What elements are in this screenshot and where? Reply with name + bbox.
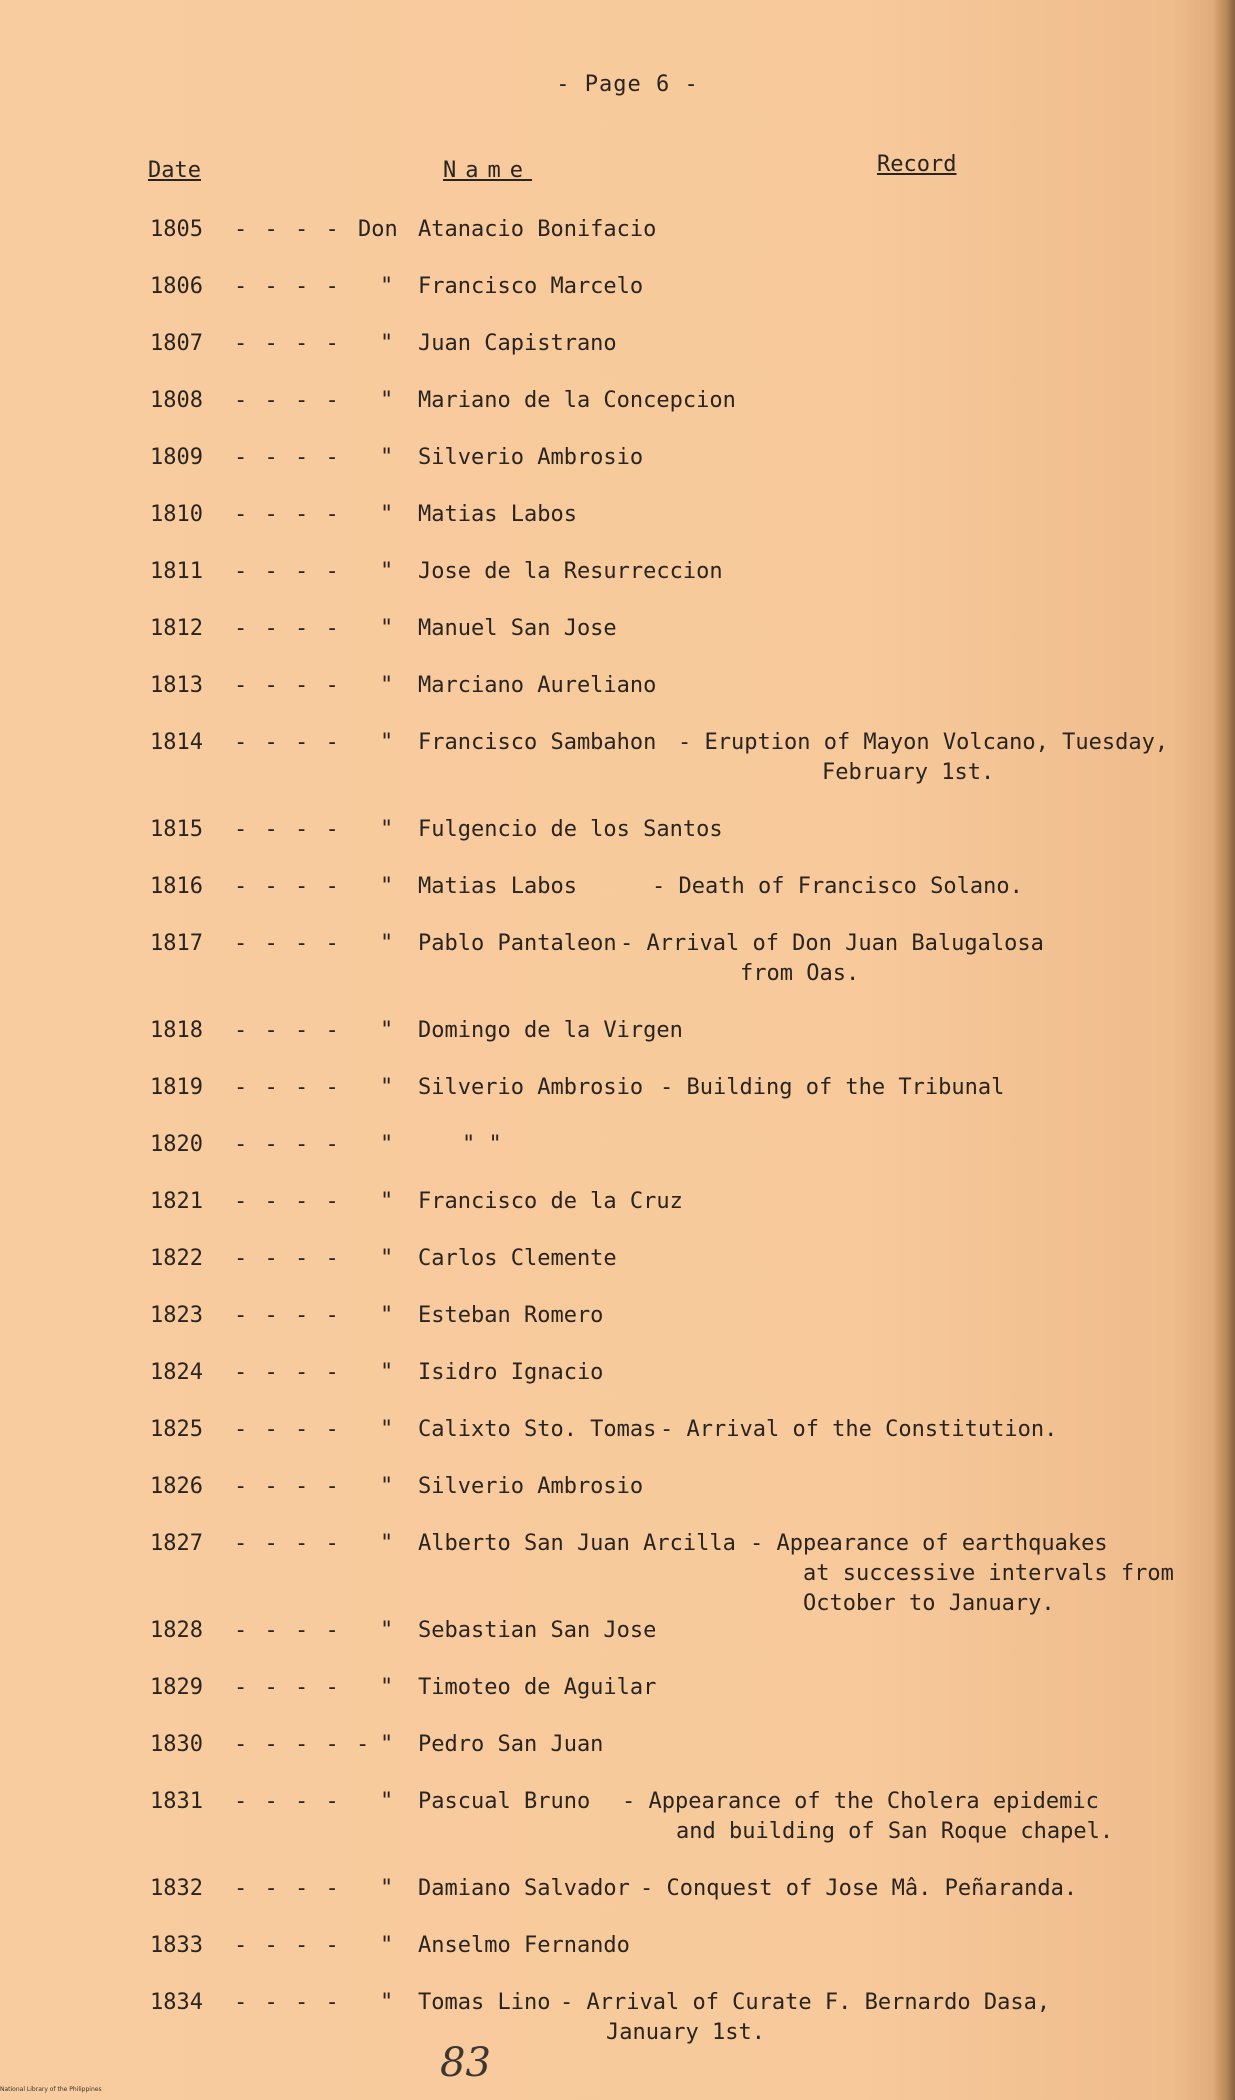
row-year: 1808 (150, 388, 203, 413)
row-dash-leader: - - - - (234, 730, 341, 755)
row-ditto-mark: " (380, 673, 394, 698)
row-dash-leader: - - - - (234, 1075, 341, 1100)
row-ditto-mark: " (380, 1618, 394, 1643)
row-year: 1823 (150, 1303, 203, 1328)
row-name: Marciano Aureliano (418, 673, 657, 698)
row-year: 1822 (150, 1246, 203, 1271)
row-name: Francisco de la Cruz (418, 1189, 683, 1214)
row-year: 1805 (150, 217, 203, 242)
row-name: Jose de la Resurreccion (418, 559, 723, 584)
row-year: 1834 (150, 1990, 203, 2015)
row-dash-leader: - - - - (234, 388, 341, 413)
row-dash-leader: - - - - (234, 931, 341, 956)
row-name: Francisco Sambahon (418, 730, 657, 755)
row-name: Sebastian San Jose (418, 1618, 657, 1643)
row-name: Damiano Salvador (418, 1876, 630, 1901)
row-year: 1811 (150, 559, 203, 584)
row-ditto-mark: " (380, 817, 394, 842)
row-ditto-mark: " (380, 616, 394, 641)
row-year: 1810 (150, 502, 203, 527)
row-ditto-mark: " (380, 1531, 394, 1556)
row-dash-leader: - - - - (234, 1360, 341, 1385)
row-year: 1829 (150, 1675, 203, 1700)
row-record-line: - Arrival of Curate F. Bernardo Dasa, (560, 1990, 1051, 2015)
row-ditto-mark: " (380, 874, 394, 899)
row-year: 1830 (150, 1732, 203, 1757)
row-ditto-mark: " (380, 1246, 394, 1271)
row-ditto-mark: " (380, 559, 394, 584)
row-dash-leader: - - - - (234, 616, 341, 641)
row-ditto-mark: " (380, 1075, 394, 1100)
row-record-line: - Eruption of Mayon Volcano, Tuesday, (678, 730, 1169, 755)
column-header-record: Record (877, 152, 957, 177)
row-year: 1816 (150, 874, 203, 899)
page-number-header: - Page 6 - (556, 72, 699, 97)
row-record-line: - Arrival of the Constitution. (660, 1417, 1058, 1442)
row-dash-leader: - - - - (234, 673, 341, 698)
row-ditto-mark: " (380, 1417, 394, 1442)
row-name: Francisco Marcelo (418, 274, 644, 299)
row-record-line: - Arrival of Don Juan Balugalosa (620, 931, 1044, 956)
row-dash-leader: - - - - (234, 817, 341, 842)
row-ditto-mark: " (380, 1474, 394, 1499)
row-ditto-mark: " (380, 445, 394, 470)
row-year: 1826 (150, 1474, 203, 1499)
row-name: Manuel San Jose (418, 616, 617, 641)
row-record-line: at successive intervals from (803, 1561, 1174, 1586)
row-ditto-mark: " (380, 1303, 394, 1328)
row-name: Atanacio Bonifacio (418, 217, 657, 242)
row-record-line: - Death of Francisco Solano. (652, 874, 1023, 899)
row-name: Juan Capistrano (418, 331, 617, 356)
row-dash-leader: - - - - (234, 274, 341, 299)
row-record-line: October to January. (803, 1591, 1055, 1616)
row-year: 1832 (150, 1876, 203, 1901)
row-name: Matias Labos (418, 874, 577, 899)
row-name: Alberto San Juan Arcilla (418, 1531, 736, 1556)
row-ditto-mark: " (380, 1876, 394, 1901)
row-name: Pablo Pantaleon (418, 931, 617, 956)
row-name: " " (462, 1132, 502, 1157)
row-name: Calixto Sto. Tomas (418, 1417, 657, 1442)
row-dash-leader: - - - - (234, 1018, 341, 1043)
row-name: Matias Labos (418, 502, 577, 527)
page-edge-shadow (1213, 0, 1235, 2100)
row-name: Pedro San Juan (418, 1732, 604, 1757)
row-year: 1827 (150, 1531, 203, 1556)
row-dash-leader: - - - - (234, 1933, 341, 1958)
row-dash-leader: - - - - (234, 1303, 341, 1328)
row-ditto-mark: " (380, 1789, 394, 1814)
row-ditto-mark: " (380, 1675, 394, 1700)
column-header-name: Name (443, 158, 532, 183)
column-header-date: Date (148, 158, 201, 183)
row-year: 1806 (150, 274, 203, 299)
row-dash-leader: - - - - (234, 874, 341, 899)
row-year: 1821 (150, 1189, 203, 1214)
row-name: Timoteo de Aguilar (418, 1675, 657, 1700)
handwritten-page-number: 83 (440, 2040, 491, 2086)
row-name: Silverio Ambrosio (418, 1474, 644, 1499)
row-year: 1819 (150, 1075, 203, 1100)
row-dash-leader: - - - - (234, 1675, 341, 1700)
row-year: 1825 (150, 1417, 203, 1442)
row-dash-leader: - - - - (234, 559, 341, 584)
row-ditto-mark: " (380, 502, 394, 527)
row-year: 1828 (150, 1618, 203, 1643)
row-ditto-mark: " (380, 1132, 394, 1157)
row-year: 1818 (150, 1018, 203, 1043)
row-dash-leader: - - - - (234, 331, 341, 356)
row-year: 1817 (150, 931, 203, 956)
row-dash-leader: - - - - (234, 1417, 341, 1442)
row-name: Tomas Lino (418, 1990, 551, 2015)
row-ditto-mark: " (380, 1732, 394, 1757)
row-record-line: - Conquest of Jose Mâ. Peñaranda. (640, 1876, 1078, 1901)
row-ditto-mark: " (380, 1189, 394, 1214)
row-dash-leader: - - - - (234, 1789, 341, 1814)
row-name: Silverio Ambrosio (418, 445, 644, 470)
row-ditto-mark: " (380, 1933, 394, 1958)
row-name: Fulgencio de los Santos (418, 817, 723, 842)
row-year: 1807 (150, 331, 203, 356)
row-name: Pascual Bruno (418, 1789, 591, 1814)
row-ditto-mark: " (380, 274, 394, 299)
row-ditto-mark: " (380, 931, 394, 956)
row-year: 1809 (150, 445, 203, 470)
row-title-prefix: Don (358, 217, 398, 242)
row-dash-leader: - - - - (234, 502, 341, 527)
row-year: 1814 (150, 730, 203, 755)
footer-attribution: National Library of the Philippines (0, 2086, 102, 2093)
row-dash-leader: - - - - - (234, 1732, 372, 1757)
row-ditto-mark: " (380, 1360, 394, 1385)
row-name: Mariano de la Concepcion (418, 388, 736, 413)
row-ditto-mark: " (380, 1990, 394, 2015)
row-dash-leader: - - - - (234, 1474, 341, 1499)
row-year: 1813 (150, 673, 203, 698)
row-ditto-mark: " (380, 1018, 394, 1043)
row-ditto-mark: " (380, 331, 394, 356)
row-dash-leader: - - - - (234, 1531, 341, 1556)
row-name: Anselmo Fernando (418, 1933, 630, 1958)
row-name: Domingo de la Virgen (418, 1018, 683, 1043)
row-ditto-mark: " (380, 730, 394, 755)
row-dash-leader: - - - - (234, 1246, 341, 1271)
row-year: 1831 (150, 1789, 203, 1814)
row-record-line: from Oas. (740, 961, 860, 986)
row-ditto-mark: " (380, 388, 394, 413)
row-year: 1815 (150, 817, 203, 842)
row-record-line: and building of San Roque chapel. (676, 1819, 1114, 1844)
row-record-line: - Appearance of the Cholera epidemic (622, 1789, 1099, 1814)
row-year: 1820 (150, 1132, 203, 1157)
row-dash-leader: - - - - (234, 1876, 341, 1901)
row-record-line: - Appearance of earthquakes (750, 1531, 1108, 1556)
row-name: Esteban Romero (418, 1303, 604, 1328)
row-name: Carlos Clemente (418, 1246, 617, 1271)
row-record-line: January 1st. (606, 2020, 765, 2045)
row-name: Silverio Ambrosio (418, 1075, 644, 1100)
row-dash-leader: - - - - (234, 1132, 341, 1157)
row-record-line: February 1st. (822, 760, 995, 785)
row-year: 1824 (150, 1360, 203, 1385)
row-dash-leader: - - - - (234, 1189, 341, 1214)
row-name: Isidro Ignacio (418, 1360, 604, 1385)
row-dash-leader: - - - - (234, 1990, 341, 2015)
row-year: 1812 (150, 616, 203, 641)
row-record-line: - Building of the Tribunal (660, 1075, 1005, 1100)
row-dash-leader: - - - - (234, 445, 341, 470)
row-dash-leader: - - - - (234, 1618, 341, 1643)
row-dash-leader: - - - - (234, 217, 341, 242)
row-year: 1833 (150, 1933, 203, 1958)
